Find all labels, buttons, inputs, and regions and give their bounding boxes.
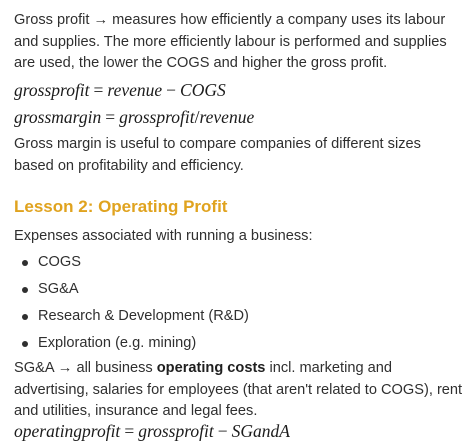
gross-margin-formula (14, 105, 254, 129)
list-item (14, 333, 454, 360)
list-item-label: COGS (38, 254, 81, 270)
formula-term: revenue (199, 107, 255, 127)
expenses-intro: Expenses associated with running a business: (14, 228, 313, 244)
list-item (14, 306, 454, 333)
expense-list (14, 252, 454, 360)
gross-profit-formula (14, 78, 226, 102)
list-item-label: SG&A (38, 281, 79, 297)
operating-profit-formula (14, 419, 290, 443)
list-item (14, 252, 454, 279)
list-item-label: Exploration (e.g. mining) (38, 335, 197, 351)
formula-equals: = (124, 421, 135, 441)
bullet-icon (22, 287, 28, 293)
formula-operator: − (217, 421, 228, 441)
formula-term: SGandA (231, 421, 290, 441)
formula-term: grossprofit (119, 107, 195, 127)
bullet-icon (22, 260, 28, 266)
formula-term: COGS (180, 80, 226, 100)
list-item (14, 279, 454, 306)
lesson-heading: Lesson 2: Operating Profit (14, 197, 228, 216)
formula-term: grossprofit (138, 421, 214, 441)
formula-lhs: grossmargin (14, 107, 102, 127)
sga-bold-text: operating costs (156, 360, 266, 376)
bullet-icon (22, 341, 28, 347)
formula-lhs: operatingprofit (14, 421, 121, 441)
sga-text-before: SG&A → all business (14, 360, 157, 376)
gross-margin-paragraph: Gross margin is useful to compare companies of different sizes based on profitability and efficiency. (14, 136, 421, 174)
formula-operator: / (194, 107, 200, 127)
formula-equals: = (105, 107, 116, 127)
formula-term: revenue (107, 80, 163, 100)
sga-paragraph (14, 358, 464, 423)
list-item-label: Research & Development (R&D) (38, 308, 249, 324)
formula-lhs: grossprofit (14, 80, 90, 100)
gross-profit-paragraph: Gross profit → measures how efficiently a company uses its labour and supplies. The more efficiently labour is performed and supplies are used, the lower the COGS and higher the gross profit. (14, 12, 447, 71)
formula-equals: = (93, 80, 104, 100)
sga-text-after: incl. marketing and advertising, salaries for employees (that aren't related to COGS), rent and utilities, insurance and legal fees. (14, 360, 463, 419)
formula-operator: − (166, 80, 177, 100)
bullet-icon (22, 314, 28, 320)
